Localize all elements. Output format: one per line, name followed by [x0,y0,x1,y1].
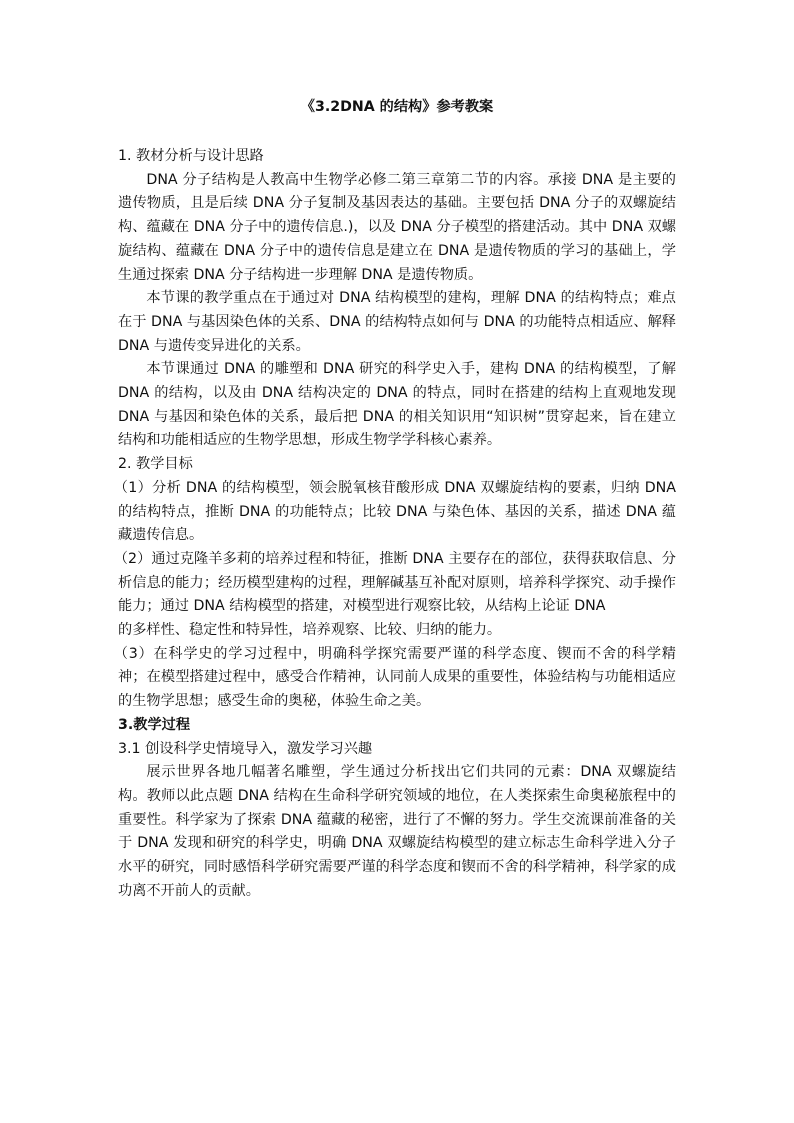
document-body [113,145,676,904]
objective-item-2-continued: 的多样性、稳定性和特异性，培养观察、比较、归纳的能力。 [118,622,502,639]
objective-item-3: （3）在科学史的学习过程中，明确科学探究需要严谨的科学态度、锲而不舍的科学精神；在模型搭建过程中，感受合作精神，认同前人成果的重要性，体验结构与功能相适应的生物学思想；感受生命的奥秘，体验生命之美。 [113,645,676,710]
section-heading-process: 3.教学过程 [118,716,191,733]
section-heading-analysis: 1. 教材分析与设计思路 [118,148,264,164]
paragraph-content-overview: DNA 分子结构是人教高中生物学必修二第三章第二节的内容。承接 DNA 是主要的遗传物质，且是后续 DNA 分子复制及基因表达的基础。主要包括 DNA 分子的双螺旋结构、蕴藏在 DNA 分子中的遗传信息.)，以及 DNA 分子模型的搭建活动。其中 DNA 双螺旋结构、蕴藏在 DNA 分子中的遗传信息是建立在 DNA 是遗传物质的学习的基础上，学生通过探索 DNA 分子结构进一步理解 DNA 是遗传物质。 [118,171,676,283]
document-title: 《3.2DNA 的结构》参考教案 [300,99,494,115]
section-heading-objectives: 2. 教学目标 [118,456,193,473]
paragraph-key-points: 本节课的教学重点在于通过对 DNA 结构模型的建构，理解 DNA 的结构特点；难点在于 DNA 与基因染色体的关系、DNA 的结构特点如何与 DNA 的功能特点相适应、解释 DNA 与遗传变异进化的关系。 [118,290,676,354]
paragraph-intro-activity: 展示世界各地几幅著名雕塑，学生通过分析找出它们共同的元素：DNA 双螺旋结构。教师以此点题 DNA 结构在生命科学研究领域的地位，在人类探索生命奥秘旅程中的重要性。科学家为了探索 DNA 蕴藏的秘密，进行了不懈的努力。学生交流课前准备的关于 DNA 发现和研究的科学史，明确 DNA 双螺旋结构模型的建立标志生命科学进入分子水平的研究，同时感悟科学研究需要严谨的科学态度和锲而不舍的科学精神，科学家的成功离不开前人的贡献。 [118,764,676,899]
subsection-heading-intro: 3.1 创设科学史情境导入，激发学习兴趣 [118,740,373,757]
objective-item-2: （2）通过克隆羊多莉的培养过程和特征，推断 DNA 主要存在的部位，获得获取信息、分析信息的能力；经历模型建构的过程，理解碱基互补配对原则，培养科学探究、动手操作能力；通过 DNA 结构模型的搭建，对模型进行观察比较，从结构上论证 DNA [113,550,676,615]
objective-item-1: （1）分析 DNA 的结构模型，领会脱氧核苷酸形成 DNA 双螺旋结构的要素，归纳 DNA 的结构特点，推断 DNA 的功能特点；比较 DNA 与染色体、基因的关系，描述 DNA 蕴藏遗传信息。 [113,479,676,544]
paragraph-design-approach: 本节课通过 DNA 的雕塑和 DNA 研究的科学史入手，建构 DNA 的结构模型，了解 DNA 的结构，以及由 DNA 结构决定的 DNA 的特点，同时在搭建的结构上直观地发现 DNA 与基因和染色体的关系，最后把 DNA 的相关知识用“知识树”贯穿起来，旨在建立结构和功能相适应的生物学思想，形成生物学学科核心素养。 [118,361,676,449]
